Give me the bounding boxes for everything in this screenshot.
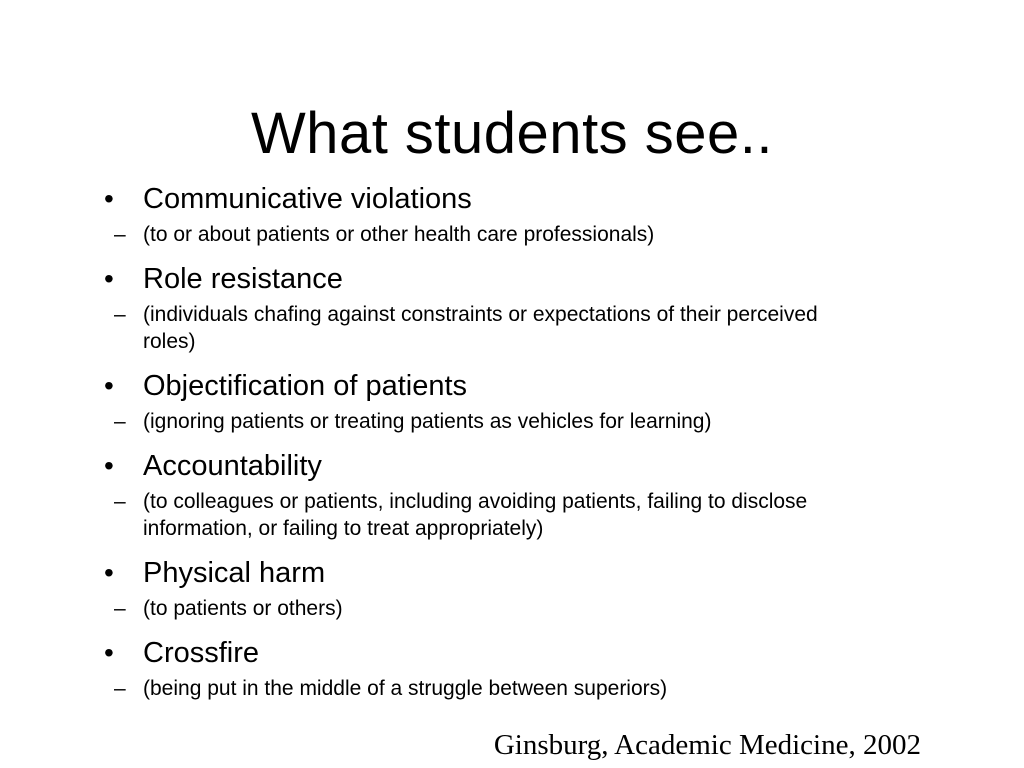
sub-item xyxy=(100,301,920,355)
bullet-icon: • xyxy=(104,370,114,401)
sub-item-text: (to patients or others) xyxy=(143,597,343,620)
sub-item-text: (being put in the middle of a struggle between superiors) xyxy=(143,677,668,700)
bullet-icon: • xyxy=(104,263,114,294)
dash-icon: – xyxy=(114,410,126,433)
citation: Ginsburg, Academic Medicine, 2002 xyxy=(493,729,921,761)
bullet-icon: • xyxy=(104,637,114,668)
bullet-label: Role resistance xyxy=(143,263,343,295)
bullet-item-objectification xyxy=(100,367,920,405)
dash-icon: – xyxy=(114,303,126,326)
bullet-label: Physical harm xyxy=(143,557,326,589)
bullet-item-physical-harm xyxy=(100,554,920,592)
bullet-label: Objectification of patients xyxy=(143,370,468,402)
dash-icon: – xyxy=(114,223,126,246)
bullet-label: Crossfire xyxy=(143,637,260,669)
sub-item xyxy=(100,675,920,702)
bullet-item-crossfire xyxy=(100,634,920,672)
bullet-list xyxy=(100,180,920,714)
bullet-label: Communicative violations xyxy=(143,183,472,215)
dash-icon: – xyxy=(114,597,126,620)
bullet-item-communicative-violations xyxy=(100,180,920,218)
bullet-item-role-resistance xyxy=(100,260,920,298)
bullet-icon: • xyxy=(104,183,114,214)
dash-icon: – xyxy=(114,490,126,513)
bullet-item-accountability xyxy=(100,447,920,485)
sub-item-text: (to colleagues or patients, including avoiding patients, failing to disclose information, or failing to treat appropriately) xyxy=(143,490,808,540)
bullet-icon: • xyxy=(104,450,114,481)
slide-title: What students see.. xyxy=(250,101,774,166)
sub-item-text: (ignoring patients or treating patients as vehicles for learning) xyxy=(143,410,712,433)
sub-item xyxy=(100,221,920,248)
dash-icon: – xyxy=(114,677,126,700)
sub-item xyxy=(100,408,920,435)
sub-item-text: (to or about patients or other health care professionals) xyxy=(143,223,655,246)
bullet-label: Accountability xyxy=(143,450,322,482)
sub-item xyxy=(100,488,920,542)
sub-item xyxy=(100,595,920,622)
sub-item-text: (individuals chafing against constraints or expectations of their perceived roles) xyxy=(143,303,818,353)
bullet-icon: • xyxy=(104,557,114,588)
